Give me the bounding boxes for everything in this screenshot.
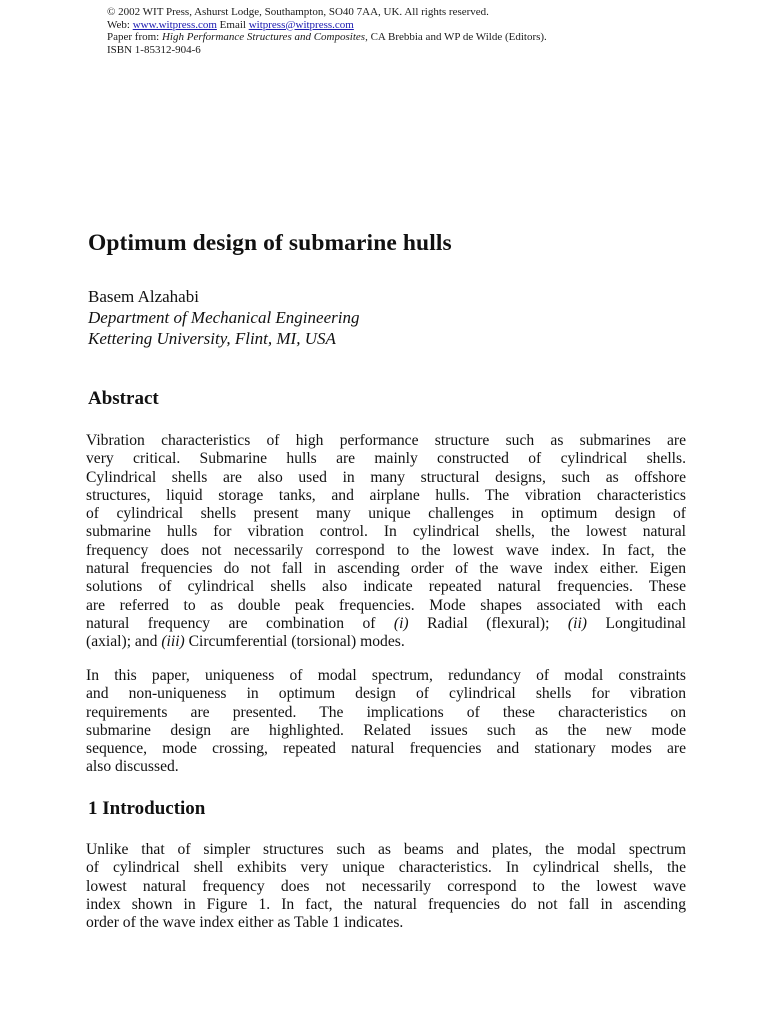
text-line: Cylindrical shells are also used in many structural designs, such as offshore (86, 468, 686, 486)
paper-title: Optimum design of submarine hulls (88, 230, 452, 256)
text-line: solutions of cylindrical shells also indicate repeated natural frequencies. These (86, 578, 686, 596)
isbn-line: ISBN 1-85312-904-6 (107, 43, 201, 56)
text-line: natural frequencies do not fall in ascending order of the wave index either. Eigen (86, 560, 686, 578)
text-line: also discussed. (86, 758, 179, 776)
text-line: lowest natural frequency does not necessarily correspond to the lowest wave (86, 877, 686, 895)
text-line (86, 633, 686, 651)
text-line: frequency does not necessarily correspond to the lowest wave index. In fact, the (86, 541, 686, 559)
text-line: very critical. Submarine hulls are mainly constructed of cylindrical shells. (86, 450, 686, 468)
abstract-paragraph-2 (86, 667, 686, 777)
text-line: Unlike that of simpler structures such as beams and plates, the modal spectrum (86, 841, 686, 858)
text-line: index shown in Figure 1. In fact, the natural frequencies do not fall in ascending (86, 895, 686, 913)
abstract-heading: Abstract (88, 388, 159, 409)
text-line: of cylindrical shells present many unique challenges in optimum design of (86, 505, 686, 523)
paper-from-title: High Performance Structures and Composites (161, 31, 366, 43)
text-line: In this paper, uniqueness of modal spectrum, redundancy of modal constraints (86, 667, 686, 684)
text-run: Circumferential (torsional) modes. (184, 633, 405, 651)
text-line: of cylindrical shell exhibits very unique characteristics. In cylindrical shells, the (86, 859, 686, 877)
email-link[interactable]: witpress@witpress.com (248, 18, 354, 31)
text-line: Vibration characteristics of high performance structure such as submarines are (86, 432, 686, 449)
email-label: Email (216, 18, 249, 31)
text-line (86, 615, 686, 633)
abstract-paragraph-1 (86, 432, 686, 652)
text-line: submarine hulls for vibration control. In cylindrical shells, the lowest natural (86, 523, 686, 541)
author-name: Basem Alzahabi (88, 287, 199, 306)
author-block (88, 286, 359, 349)
publisher-header (107, 6, 547, 56)
author-department: Department of Mechanical Engineering (88, 308, 360, 327)
roman-numeral-i: (i) (393, 614, 409, 632)
web-email-line (107, 19, 547, 32)
text-line: are referred to as double peak frequencies. Mode shapes associated with each (86, 596, 686, 614)
paper-from-line (107, 31, 547, 44)
web-link[interactable]: www.witpress.com (132, 18, 217, 31)
web-label: Web: (107, 18, 133, 31)
text-line: requirements are presented. The implications of these characteristics on (86, 703, 686, 721)
text-run: Radial (flexural); (408, 614, 568, 632)
text-line: submarine design are highlighted. Related issues such as the new mode (86, 721, 686, 739)
text-line: and non-uniqueness in optimum design of cylindrical shells for vibration (86, 685, 686, 703)
copyright-line: © 2002 WIT Press, Ashurst Lodge, Southampton, SO40 7AA, UK. All rights reserved. (107, 6, 489, 18)
roman-numeral-ii: (ii) (567, 614, 587, 632)
paper-from-rest: , CA Brebbia and WP de Wilde (Editors). (365, 31, 547, 43)
text-run: natural frequency are combination of (86, 614, 394, 632)
text-line: structures, liquid storage tanks, and airplane hulls. The vibration characteristics (86, 486, 686, 504)
introduction-paragraph (86, 841, 686, 932)
author-university: Kettering University, Flint, MI, USA (88, 329, 336, 348)
text-run: Longitudinal (586, 614, 686, 632)
introduction-heading: 1 Introduction (88, 798, 206, 819)
paper-from-label: Paper from: (107, 31, 162, 43)
roman-numeral-iii: (iii) (161, 633, 185, 651)
text-line: order of the wave index either as Table 1 indicates. (86, 914, 404, 932)
text-run: (axial); and (86, 633, 162, 651)
text-line: sequence, mode crossing, repeated natural frequencies and stationary modes are (86, 740, 686, 758)
